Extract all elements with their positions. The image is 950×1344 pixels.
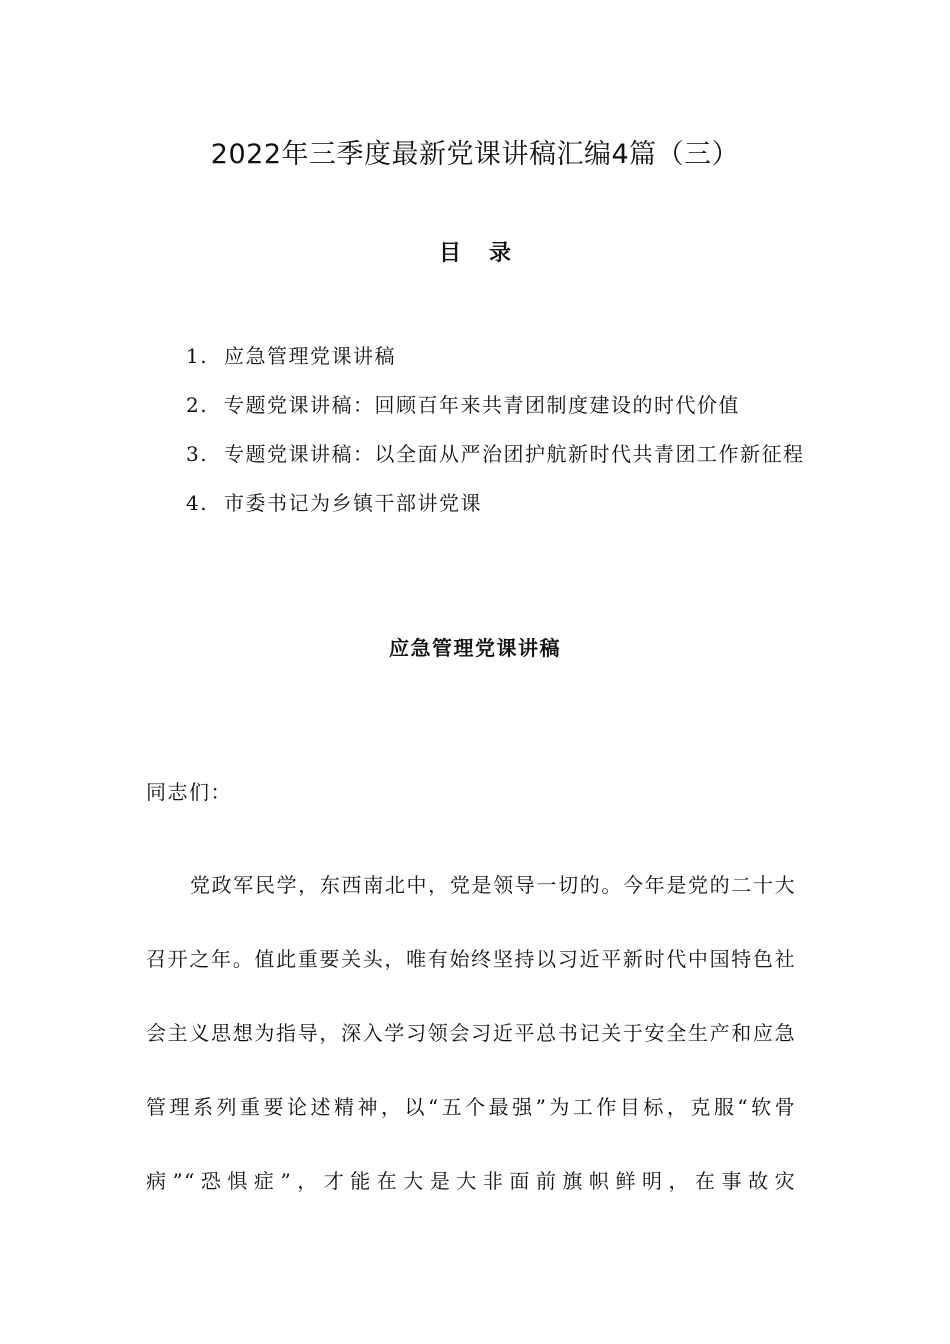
table-of-contents xyxy=(186,332,826,528)
toc-item-number: 2. xyxy=(186,393,209,417)
document-title: 2022年三季度最新党课讲稿汇编4篇（三） xyxy=(210,139,740,170)
body-paragraph: 党政军民学，东西南北中，党是领导一切的。今年是党的二十大召开之年。值此重要关头，唯有始终坚持以习近平新时代中国特色社会主义思想为指导，深入学习领会习近平总书记关于安全生产和应急管理系列重要论述精神，以“五个最强”为工作目标，克服“软骨病”“恐惧症”，才能在大是大非面前旗帜鲜明，在事故灾 xyxy=(146,873,796,1193)
toc-item-2[interactable] xyxy=(186,381,826,430)
toc-item-number: 3. xyxy=(186,442,209,466)
toc-item-text: 应急管理党课讲稿 xyxy=(224,344,396,368)
toc-item-4[interactable] xyxy=(186,479,826,528)
toc-heading: 目录 xyxy=(438,241,539,266)
toc-item-text: 市委书记为乡镇干部讲党课 xyxy=(224,491,482,515)
toc-item-number: 4. xyxy=(186,491,209,515)
toc-item-3[interactable] xyxy=(186,430,826,479)
toc-item-text: 专题党课讲稿：回顾百年来共青团制度建设的时代价值 xyxy=(224,393,740,417)
salutation: 同志们： xyxy=(146,780,232,804)
toc-item-text: 专题党课讲稿：以全面从严治团护航新时代共青团工作新征程 xyxy=(224,442,805,466)
section-title: 应急管理党课讲稿 xyxy=(389,636,561,660)
toc-item-number: 1. xyxy=(186,344,209,368)
toc-item-1[interactable] xyxy=(186,332,826,381)
